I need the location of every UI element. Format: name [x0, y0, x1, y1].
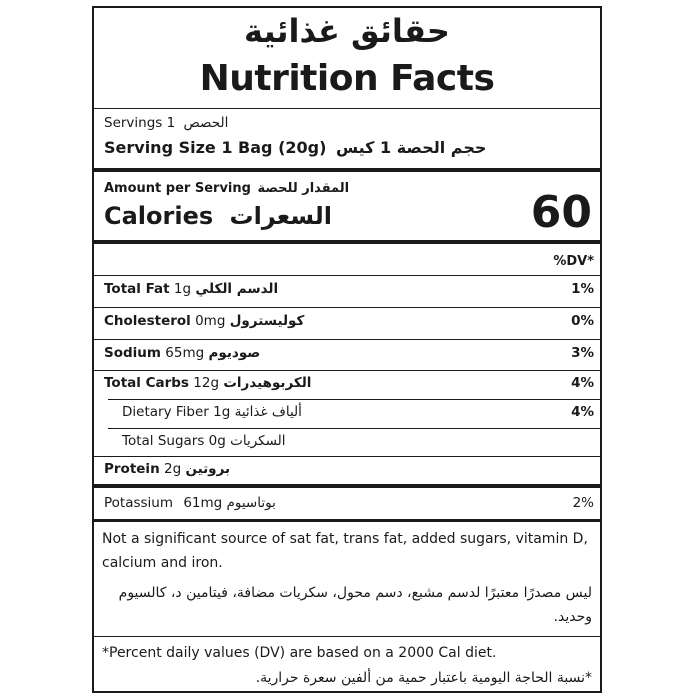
nutrient-label: Protein [104, 461, 160, 477]
note-english: Not a significant source of sat fat, trans fat, added sugars, vitamin D, calcium and iron. [102, 531, 588, 571]
footnote-english: *Percent daily values (DV) are based on a 2000 Cal diet. [102, 645, 497, 661]
calories-label-arabic: السعرات [229, 202, 332, 230]
divider-thick [94, 484, 600, 488]
divider [108, 399, 600, 400]
serving-size-row [104, 138, 486, 157]
nutrient-dv: 4% [571, 404, 594, 420]
nutrient-row-cholesterol [104, 313, 304, 329]
nutrient-amount: 2g [163, 461, 182, 477]
divider [94, 370, 600, 371]
divider [94, 636, 600, 637]
nutrient-label-arabic: كوليسترول [229, 313, 305, 329]
nutrient-row-potassium [104, 495, 276, 511]
nutrient-label-arabic: صوديوم [208, 345, 261, 361]
nutrient-dv: 4% [571, 375, 594, 391]
nutrient-row-sodium [104, 345, 260, 361]
divider-medium [94, 519, 600, 522]
servings-row [104, 115, 228, 131]
divider [94, 108, 600, 109]
dv-header: %DV* [553, 254, 594, 269]
nutrient-label: Cholesterol [104, 313, 191, 329]
nutrient-label: Total Fat [104, 281, 170, 297]
divider [94, 275, 600, 276]
nutrient-amount: 0g [208, 433, 226, 449]
divider-thick [94, 168, 600, 172]
serving-size-value: 1 Bag (20g) [221, 138, 327, 157]
nutrient-label-arabic: بروتين [185, 461, 231, 477]
divider [94, 339, 600, 340]
calories-row [104, 202, 332, 230]
nutrient-dv: 0% [571, 313, 594, 329]
title-arabic: حقائق غذائية [244, 12, 450, 50]
nutrient-label-arabic: ألياف غذائية [234, 404, 302, 420]
nutrient-label-arabic: السكريات [230, 433, 286, 449]
nutrition-facts-label [92, 6, 602, 693]
amount-per-serving-row [104, 181, 349, 196]
nutrient-label-arabic: الكربوهيدرات [223, 375, 312, 391]
nutrient-row-total-carbs [104, 375, 311, 391]
nutrient-label: Total Sugars [122, 433, 205, 449]
note-arabic: ليس مصدرًا معتبرًا لدسم مشبع، دسم محول، سكريات مضافة، فيتامين د، كالسيوم وحديد. [118, 585, 592, 625]
nutrient-amount: 1g [173, 281, 192, 297]
nutrient-row-dietary-fiber [122, 404, 302, 420]
serving-size-label-arabic: حجم الحصة 1 كيس [335, 138, 487, 157]
footnote-arabic: *نسبة الحاجة اليومية باعتبار حمية من ألفين سعرة حرارية. [255, 670, 592, 686]
calories-value: 60 [530, 187, 592, 238]
servings-value: 1 [166, 115, 176, 131]
amount-per-serving-arabic: المقدار للحصة [257, 181, 350, 196]
nutrient-amount: 61mg [183, 495, 223, 511]
divider [94, 307, 600, 308]
nutrient-dv: 3% [571, 345, 594, 361]
nutrient-amount: 65mg [165, 345, 205, 361]
nutrient-dv: 1% [571, 281, 594, 297]
nutrient-row-total-sugars [122, 433, 286, 449]
nutrient-label: Dietary Fiber [122, 404, 209, 420]
nutrient-amount: 0mg [195, 313, 226, 329]
nutrient-label-arabic: الدسم الكلي [195, 281, 279, 297]
calories-label: Calories [104, 202, 214, 230]
divider [108, 428, 600, 429]
divider-thick [94, 240, 600, 244]
servings-label-arabic: الحصص [183, 115, 229, 131]
nutrient-row-total-fat [104, 281, 278, 297]
title-english: Nutrition Facts [199, 58, 495, 99]
divider [94, 456, 600, 457]
nutrient-label: Sodium [104, 345, 161, 361]
serving-size-label: Serving Size [104, 138, 216, 157]
servings-label: Servings [104, 115, 163, 131]
nutrient-amount: 12g [193, 375, 220, 391]
nutrient-label: Potassium [104, 495, 174, 511]
nutrient-dv: 2% [572, 495, 594, 511]
amount-per-serving-label: Amount per Serving [104, 181, 251, 196]
nutrient-label: Total Carbs [104, 375, 189, 391]
nutrient-row-protein [104, 461, 230, 477]
nutrient-amount: 1g [213, 404, 231, 420]
nutrient-label-arabic: بوتاسيوم [226, 495, 276, 511]
